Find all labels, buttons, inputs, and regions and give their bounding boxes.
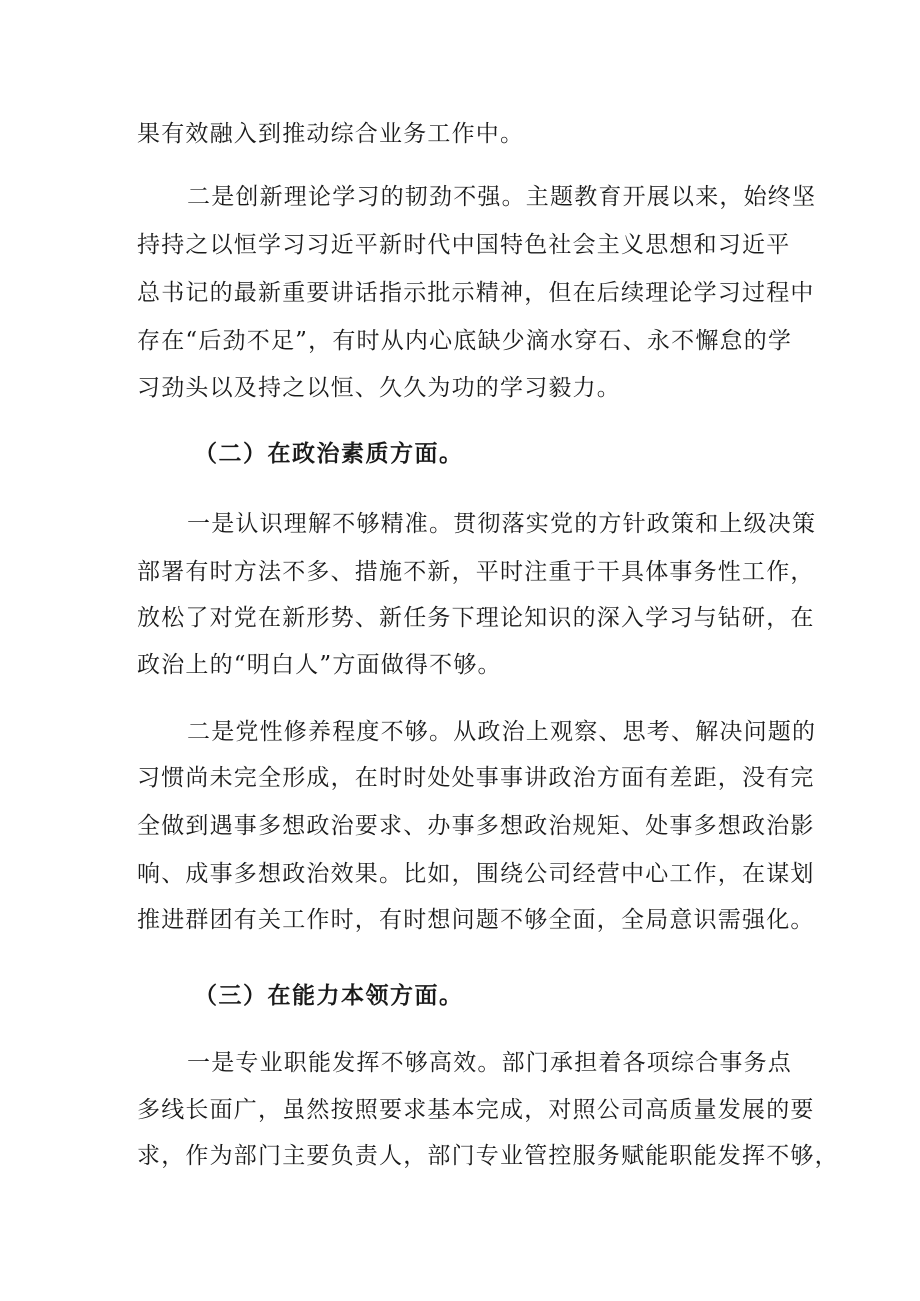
paragraph-line: 一是认识理解不够精准。贯彻落实党的方针政策和上级决策 [187, 511, 817, 537]
paragraph-line: 政治上的“明白人”方面做得不够。 [137, 652, 502, 678]
paragraph-line: 放松了对党在新形势、新任务下理论知识的深入学习与钻研，在 [137, 605, 815, 631]
paragraph-line: 二是创新理论学习的韧劲不强。主题教育开展以来，始终坚 [187, 184, 817, 210]
paragraph-line: 全做到遇事多想政治要求、办事多想政治规矩、处事多想政治影 [137, 813, 815, 839]
paragraph-line: 习劲头以及持之以恒、久久为功的学习毅力。 [137, 375, 621, 401]
paragraph-line: 多线长面广，虽然按照要求基本完成，对照公司高质量发展的要 [137, 1097, 815, 1123]
section-heading: （二）在政治素质方面。 [194, 441, 464, 467]
paragraph-line: 一是专业职能发挥不够高效。部门承担着各项综合事务点 [187, 1050, 792, 1076]
paragraph-line: 习惯尚未完全形成，在时时处处事事讲政治方面有差距，没有完 [137, 765, 815, 791]
paragraph-line: 求，作为部门主要负责人，部门专业管控服务赋能职能发挥不够， [137, 1143, 839, 1169]
paragraph-line: 部署有时方法不多、措施不新，平时注重于干具体事务性工作， [137, 559, 815, 585]
paragraph-line: 果有效融入到推动综合业务工作中。 [137, 121, 525, 147]
paragraph-line: 二是党性修养程度不够。从政治上观察、思考、解决问题的 [187, 719, 817, 745]
paragraph-line: 总书记的最新重要讲话指示批示精神，但在后续理论学习过程中 [137, 280, 815, 306]
paragraph-line: 存在“后劲不足”，有时从内心底缺少滴水穿石、永不懈怠的学 [137, 328, 793, 354]
paragraph-line: 持持之以恒学习习近平新时代中国特色社会主义思想和习近平 [137, 232, 791, 258]
section-heading: （三）在能力本领方面。 [194, 983, 464, 1009]
paragraph-line: 响、成事多想政治效果。比如，围绕公司经营中心工作，在谋划 [137, 861, 815, 887]
paragraph-line: 推进群团有关工作时，有时想问题不够全面，全局意识需强化。 [137, 907, 815, 933]
